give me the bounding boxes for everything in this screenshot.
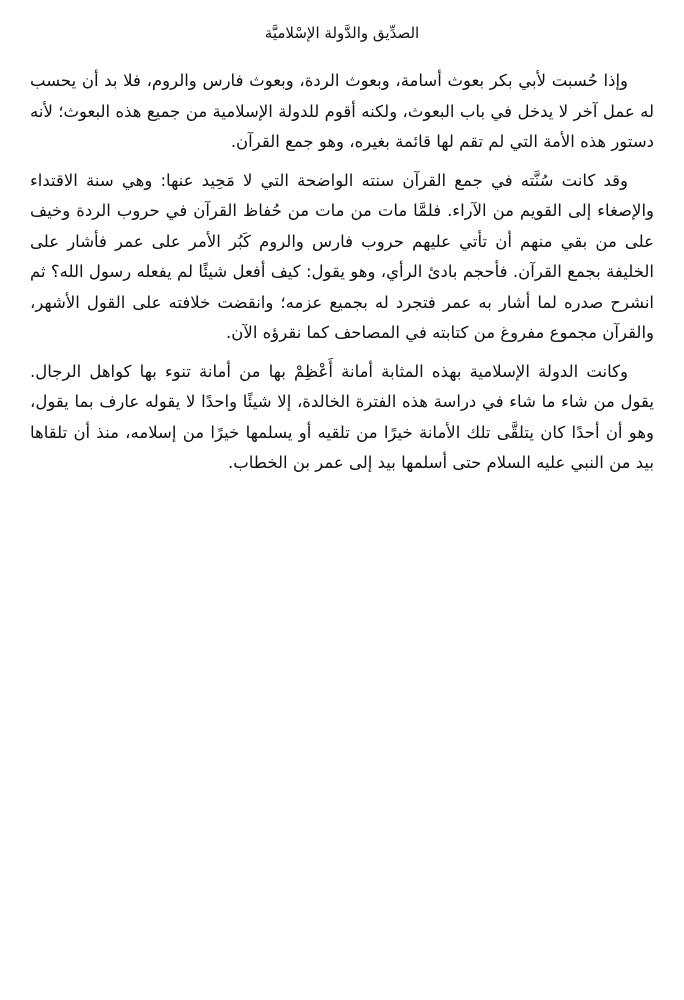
paragraph-2: وقد كانت سُنَّته في جمع القرآن سنته الواضحة التي لا مَحِيد عنها: وهي سنة الاقتداء والإصغاء إلى القويم من الآراء. فلمَّا مات من مات من حُفاظ القرآن في حروب الردة وخيف على من بقي منهم أن تأتي عليهم حروب فارس والروم كَبُر الأمر على عمر فأشار على الخليفة بجمع القرآن. فأحجم بادئ الرأي، وهو يقول: كيف أفعل شيئًا لم يفعله رسول الله؟ ثم انشرح صدره لما أشار به عمر فتجرد له بجميع عزمه؛ وانقضت خلافته على القول الأشهر، والقرآن مجموع مفروغ من كتابته في المصاحف كما نقرؤه الآن. bbox=[30, 170, 654, 342]
running-header-title: الصدِّيق والدَّولة الإسْلاميَّة bbox=[264, 24, 420, 42]
body-text bbox=[30, 66, 654, 487]
paragraph-3: وكانت الدولة الإسلامية بهذه المثابة أمانة أَعْظِمْ بها من أمانة تنوء بها كواهل الرجال. يقول من شاء ما شاء في دراسة هذه الفترة الخالدة، إلا شيئًا واحدًا لا يقوله عارف بما يقول، وهو أن أحدًا كان يتلقَّى تلك الأمانة خيرًا من تلقيه أو يسلمها خيرًا من إسلامه، منذ أن تلقاها بيد من النبي عليه السلام حتى أسلمها بيد إلى عمر بن الخطاب. bbox=[30, 361, 654, 472]
paragraph-1: وإذا حُسبت لأبي بكر بعوث أسامة، وبعوث الردة، وبعوث فارس والروم، فلا بد أن يحسب له عمل آخر لا يدخل في باب البعوث، ولكنه أقوم للدولة الإسلامية من جميع هذه البعوث؛ لأنه دستور هذه الأمة التي لم تقم لها قائمة بغيره، وهو جمع القرآن. bbox=[30, 71, 654, 151]
